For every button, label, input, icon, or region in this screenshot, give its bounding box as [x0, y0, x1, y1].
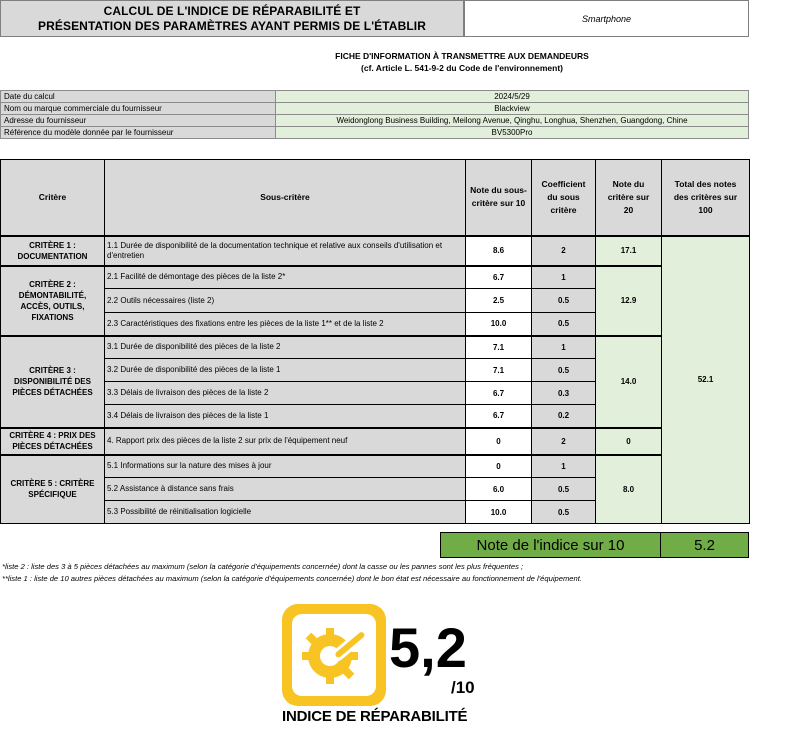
subcriterion-note: 7.1	[466, 359, 532, 382]
subcriterion-label: 1.1 Durée de disponibilité de la documentation technique et relative aux conseils d'utilisation et d'entretien	[105, 236, 466, 266]
subcriterion-coef: 0.5	[532, 313, 596, 336]
info-row	[1, 115, 748, 127]
table-row	[1, 266, 750, 289]
fiche-line-2: (cf. Article L. 541-9-2 du Code de l'environnement)	[361, 63, 563, 73]
sheet-title	[0, 0, 464, 37]
criterion-4-name: CRITÈRE 4 : PRIX DES PIÈCES DÉTACHÉES	[1, 428, 105, 455]
info-label: Référence du modèle donnée par le fournisseur	[1, 127, 276, 139]
table-row	[1, 428, 750, 455]
fiche-heading	[0, 50, 804, 74]
subcriterion-note: 6.7	[466, 382, 532, 405]
total-100: 52.1	[662, 236, 750, 524]
info-row	[1, 127, 748, 139]
subcriterion-label: 3.3 Délais de livraison des pièces de la liste 2	[105, 382, 466, 405]
subcriterion-label: 2.3 Caractéristiques des fixations entre les pièces de la liste 1** et de la liste 2	[105, 313, 466, 336]
criterion-1-note20: 17.1	[596, 236, 662, 266]
subcriterion-label: 3.2 Durée de disponibilité des pièces de la liste 1	[105, 359, 466, 382]
info-value: 2024/5/29	[276, 91, 748, 103]
final-score-row	[0, 532, 749, 558]
criterion-2-note20: 12.9	[596, 266, 662, 336]
badge-denominator: /10	[451, 678, 475, 697]
subcriterion-label: 5.2 Assistance à distance sans frais	[105, 478, 466, 501]
subcriterion-label: 2.2 Outils nécessaires (liste 2)	[105, 289, 466, 313]
info-label: Date du calcul	[1, 91, 276, 103]
subcriterion-label: 2.1 Facilité de démontage des pièces de la liste 2*	[105, 266, 466, 289]
repair-logo	[282, 604, 386, 706]
subcriterion-coef: 0.5	[532, 501, 596, 524]
table-row	[1, 336, 750, 359]
criterion-3-name: CRITÈRE 3 : DISPONIBILITÉ DES PIÈCES DÉTACHÉES	[1, 336, 105, 428]
subcriterion-note: 6.0	[466, 478, 532, 501]
subcriterion-label: 4. Rapport prix des pièces de la liste 2 sur prix de l'équipement neuf	[105, 428, 466, 455]
title-line-1: CALCUL DE L'INDICE DE RÉPARABILITÉ ET	[103, 3, 361, 18]
col-total: Total des notes des critères sur 100	[662, 160, 750, 236]
subcriterion-note: 0	[466, 428, 532, 455]
subcriterion-coef: 1	[532, 266, 596, 289]
subcriterion-coef: 0.3	[532, 382, 596, 405]
info-label: Nom ou marque commerciale du fournisseur	[1, 103, 276, 115]
criterion-5-note20: 8.0	[596, 455, 662, 524]
badge-score: 5,2	[389, 616, 467, 679]
subcriterion-note: 6.7	[466, 405, 532, 428]
col-coef: Coefficient du sous critère	[532, 160, 596, 236]
subcriterion-coef: 2	[532, 428, 596, 455]
col-sous-critere: Sous-critère	[105, 160, 466, 236]
subcriterion-label: 3.4 Délais de livraison des pièces de la liste 1	[105, 405, 466, 428]
subcriterion-note: 6.7	[466, 266, 532, 289]
info-row	[1, 103, 748, 115]
subcriterion-coef: 0.5	[532, 478, 596, 501]
criterion-5-name: CRITÈRE 5 : CRITÈRE SPÉCIFIQUE	[1, 455, 105, 524]
footnote-liste-1: **liste 1 : liste de 10 autres pièces détachées au maximum (selon la catégorie d'équipements concernée) dont le bon état est nécessaire au fonctionnement de l'équipement.	[2, 573, 582, 583]
subcriterion-label: 3.1 Durée de disponibilité des pièces de la liste 2	[105, 336, 466, 359]
criterion-4-note20: 0	[596, 428, 662, 455]
subcriterion-note: 8.6	[466, 236, 532, 266]
subcriterion-coef: 2	[532, 236, 596, 266]
subcriterion-coef: 1	[532, 455, 596, 478]
info-row	[1, 91, 748, 103]
table-row	[1, 455, 750, 478]
subcriterion-label: 5.3 Possibilité de réinitialisation logicielle	[105, 501, 466, 524]
info-value: Blackview	[276, 103, 748, 115]
final-score-label: Note de l'indice sur 10	[440, 532, 661, 558]
supplier-info	[0, 90, 749, 139]
footnote-liste-2: *liste 2 : liste des 3 à 5 pièces détachées au maximum (selon la catégorie d'équipements concernée) dont la casse ou les pannes sont les plus fréquentes ;	[2, 562, 524, 571]
criterion-2-name: CRITÈRE 2 : DÉMONTABILITÉ, ACCÈS, OUTILS, FIXATIONS	[1, 266, 105, 336]
col-critere: Critère	[1, 160, 105, 236]
table-header-row	[1, 160, 750, 236]
fiche-line-1: FICHE D'INFORMATION À TRANSMETTRE AUX DEMANDEURS	[335, 51, 589, 61]
criteria-table	[0, 159, 750, 524]
info-value: BV5300Pro	[276, 127, 748, 139]
subcriterion-coef: 0.2	[532, 405, 596, 428]
subcriterion-note: 10.0	[466, 501, 532, 524]
subcriterion-note: 7.1	[466, 336, 532, 359]
criterion-1-name: CRITÈRE 1 : DOCUMENTATION	[1, 236, 105, 266]
footnotes	[2, 561, 702, 584]
final-score-value: 5.2	[661, 532, 749, 558]
subcriterion-note: 10.0	[466, 313, 532, 336]
col-note20: Note du critère sur 20	[596, 160, 662, 236]
wrench-gear-icon	[282, 604, 386, 706]
title-line-2: PRÉSENTATION DES PARAMÈTRES AYANT PERMIS DE L'ÉTABLIR	[38, 18, 426, 33]
product-category: Smartphone	[464, 0, 749, 37]
badge-caption: INDICE DE RÉPARABILITÉ	[282, 708, 468, 725]
subcriterion-note: 0	[466, 455, 532, 478]
subcriterion-label: 5.1 Informations sur la nature des mises à jour	[105, 455, 466, 478]
subcriterion-coef: 0.5	[532, 289, 596, 313]
info-value: Weidonglong Business Building, Meilong Avenue, Qinghu, Longhua, Shenzhen, Guangdong, Chine	[276, 115, 748, 127]
subcriterion-coef: 1	[532, 336, 596, 359]
criterion-3-note20: 14.0	[596, 336, 662, 428]
col-note10: Note du sous-critère sur 10	[466, 160, 532, 236]
subcriterion-note: 2.5	[466, 289, 532, 313]
table-row	[1, 236, 750, 266]
info-label: Adresse du fournisseur	[1, 115, 276, 127]
subcriterion-coef: 0.5	[532, 359, 596, 382]
